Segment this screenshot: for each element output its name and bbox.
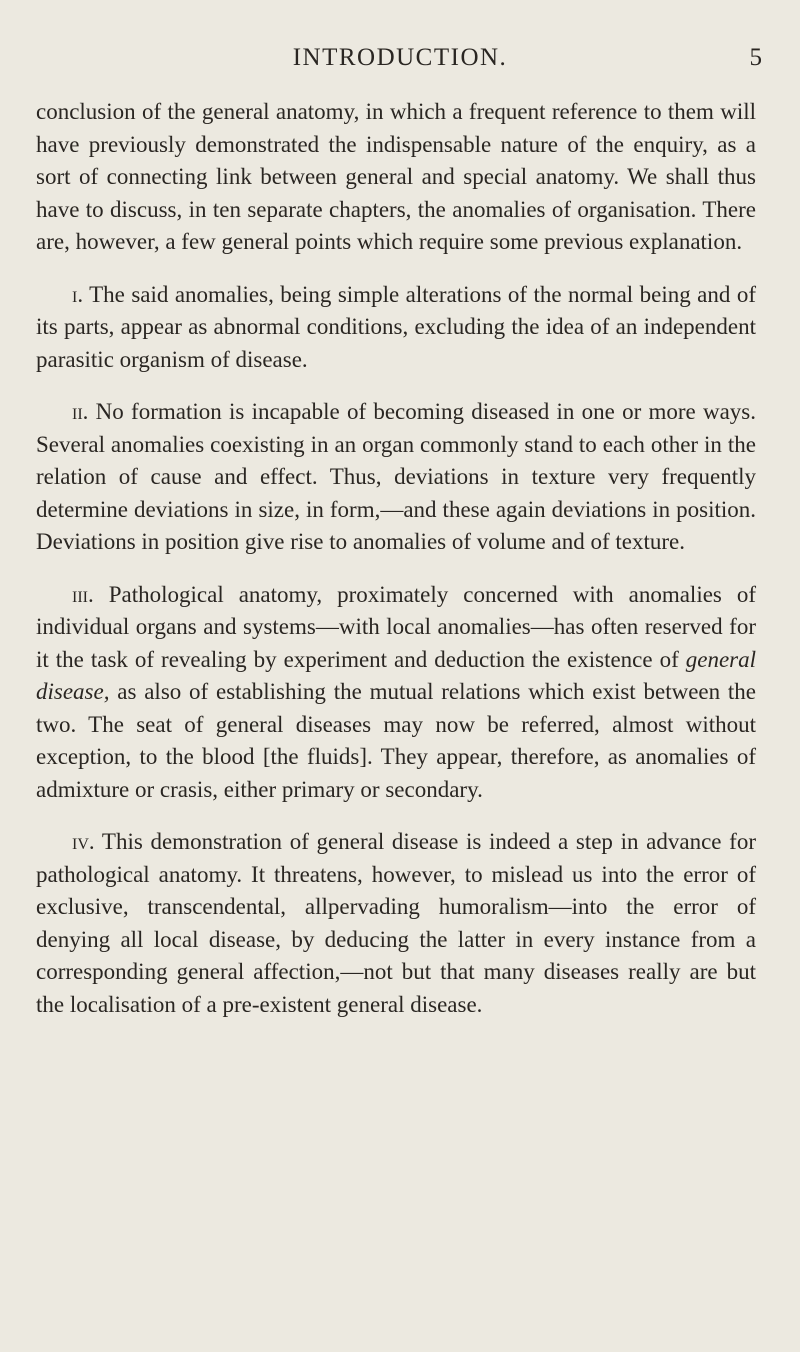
running-head xyxy=(0,44,800,84)
paragraph-numeral: iii. xyxy=(72,581,94,607)
paragraph-numeral: i. xyxy=(72,281,84,307)
paragraph-text: No formation is incapable of becoming diseased in one or more ways. Several anomalies coexisting in an organ commonly stand to each other in the relation of cause and effect. Thus, deviations in texture very frequently determine deviations in size, in form,—and these again deviations in position. Deviations in position give rise to anomalies of volume and of texture. xyxy=(36,399,757,554)
paragraph-ii xyxy=(36,396,756,559)
paragraph-iv xyxy=(36,826,756,1021)
paragraph-i xyxy=(36,279,756,377)
paragraph-numeral: ii. xyxy=(72,399,89,424)
page-number: 5 xyxy=(749,44,762,71)
paragraph-iii xyxy=(36,579,756,807)
paragraph-intro: conclusion of the general anatomy, in which a frequent reference to them will have previously demonstrated the indispensable nature of the enquiry, as a sort of connecting link between general and special anatomy. We shall thus have to discuss, in ten separate chapters, the anomalies of organisation. There are, however, a few general points which require some previous explanation. xyxy=(36,99,756,254)
paragraph-text: This demonstration of general disease is indeed a step in advance for pathological anatomy. It threatens, however, to mislead us into the error of exclusive, transcendental, allpervading humoralism—into the error of denying all local disease, by deducing the latter in every instance from a corresponding general affection,—not but that many diseases really are but the localisation of a pre-existent general disease. xyxy=(36,829,756,1017)
paragraph-numeral: iv. xyxy=(72,829,95,854)
emphasis-general-disease: general disease, xyxy=(36,646,757,704)
paragraph-text: Pathological anatomy, proximately concerned with anomalies of individual organs and systems—with local anomalies—has often reserved for it the task of revealing by experiment and deduction the existence of xyxy=(36,581,757,672)
paragraph-text: as also of establishing the mutual relations which exist between the two. The seat of general diseases may now be referred, almost without exception, to the blood [the fluids]. They appear, therefore, as anomalies of admixture or crasis, either primary or secondary. xyxy=(36,679,756,802)
body-text xyxy=(36,96,756,1021)
running-title: INTRODUCTION. xyxy=(292,44,508,71)
paragraph-text: The said anomalies, being simple alterations of the normal being and of its parts, appear as abnormal conditions, excluding the idea of an independent parasitic organism of disease. xyxy=(36,281,756,372)
